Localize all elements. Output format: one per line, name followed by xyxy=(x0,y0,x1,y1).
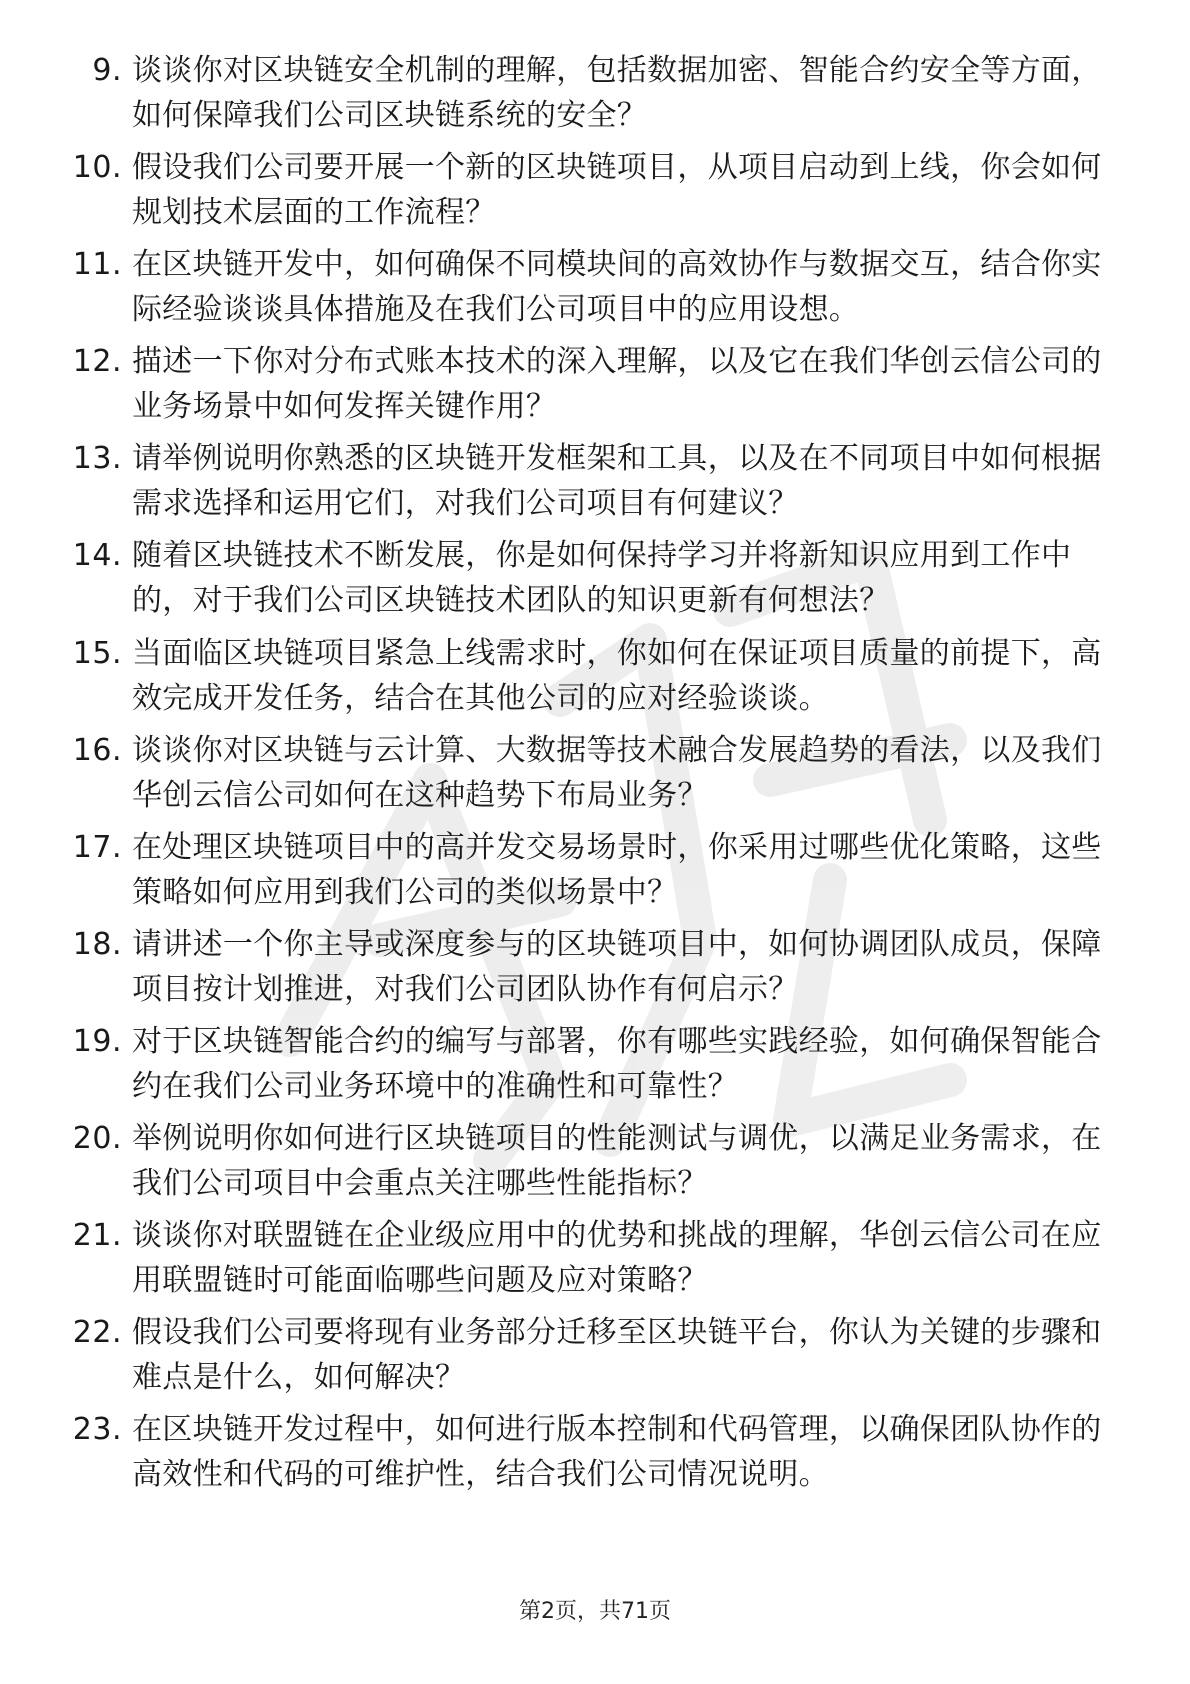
question-text: 谈谈你对联盟链在企业级应用中的优势和挑战的理解，华创云信公司在应用联盟链时可能面临哪些问题及应对策略？ xyxy=(132,1218,1102,1299)
question-item xyxy=(40,48,1130,138)
question-text: 假设我们公司要将现有业务部分迁移至区块链平台，你认为关键的步骤和难点是什么，如何解决？ xyxy=(132,1315,1102,1396)
question-text: 请举例说明你熟悉的区块链开发框架和工具，以及在不同项目中如何根据需求选择和运用它们，对我们公司项目有何建议？ xyxy=(132,441,1102,522)
question-number: 12. xyxy=(72,344,122,380)
question-item xyxy=(40,631,1130,721)
question-number: 23. xyxy=(72,1412,122,1448)
page-footer xyxy=(0,1597,1190,1627)
question-number: 22. xyxy=(72,1315,122,1351)
question-text: 描述一下你对分布式账本技术的深入理解，以及它在我们华创云信公司的业务场景中如何发挥关键作用？ xyxy=(132,344,1102,425)
question-number: 21. xyxy=(72,1218,122,1254)
question-number: 18. xyxy=(72,926,122,962)
question-text: 随着区块链技术不断发展，你是如何保持学习并将新知识应用到工作中的，对于我们公司区块链技术团队的知识更新有何想法？ xyxy=(132,538,1072,619)
question-text: 当面临区块链项目紧急上线需求时，你如何在保证项目质量的前提下，高效完成开发任务，结合在其他公司的应对经验谈谈。 xyxy=(132,635,1102,716)
question-number: 17. xyxy=(72,829,122,865)
question-item xyxy=(40,1310,1130,1400)
question-text: 在区块链开发过程中，如何进行版本控制和代码管理，以确保团队协作的高效性和代码的可维护性，结合我们公司情况说明。 xyxy=(132,1412,1102,1493)
question-item xyxy=(40,728,1130,818)
question-number: 10. xyxy=(72,150,122,186)
question-text: 谈谈你对区块链安全机制的理解，包括数据加密、智能合约安全等方面，如何保障我们公司区块链系统的安全？ xyxy=(132,53,1102,133)
question-text: 对于区块链智能合约的编写与部署，你有哪些实践经验，如何确保智能合约在我们公司业务环境中的准确性和可靠性？ xyxy=(132,1023,1102,1104)
question-item xyxy=(40,1019,1130,1109)
page-number-label: 第2页，共71页 xyxy=(519,1599,671,1624)
question-text: 假设我们公司要开展一个新的区块链项目，从项目启动到上线，你会如何规划技术层面的工作流程？ xyxy=(132,150,1102,231)
question-item xyxy=(40,242,1130,332)
question-item xyxy=(40,1407,1130,1497)
question-item xyxy=(40,922,1130,1012)
question-item xyxy=(40,825,1130,915)
question-text: 在区块链开发中，如何确保不同模块间的高效协作与数据交互，结合你实际经验谈谈具体措施及在我们公司项目中的应用设想。 xyxy=(132,247,1102,328)
question-item xyxy=(40,1116,1130,1206)
question-item xyxy=(40,145,1130,235)
question-text: 举例说明你如何进行区块链项目的性能测试与调优，以满足业务需求，在我们公司项目中会重点关注哪些性能指标？ xyxy=(132,1121,1102,1202)
question-list xyxy=(40,48,1130,1504)
question-text: 在处理区块链项目中的高并发交易场景时，你采用过哪些优化策略，这些策略如何应用到我们公司的类似场景中？ xyxy=(132,829,1102,910)
question-number: 11. xyxy=(72,247,122,283)
question-number: 15. xyxy=(72,635,122,671)
question-number: 19. xyxy=(72,1023,122,1059)
question-number: 20. xyxy=(72,1121,122,1157)
question-item xyxy=(40,339,1130,429)
question-item xyxy=(40,436,1130,526)
question-number: 13. xyxy=(72,441,122,477)
question-number: 14. xyxy=(72,538,122,574)
question-text: 请讲述一个你主导或深度参与的区块链项目中，如何协调团队成员，保障项目按计划推进，对我们公司团队协作有何启示？ xyxy=(132,926,1102,1007)
question-text: 谈谈你对区块链与云计算、大数据等技术融合发展趋势的看法，以及我们华创云信公司如何在这种趋势下布局业务？ xyxy=(132,732,1102,813)
question-item xyxy=(40,1213,1130,1303)
question-number: 9. xyxy=(92,53,122,88)
question-item xyxy=(40,533,1130,623)
question-number: 16. xyxy=(72,732,122,768)
